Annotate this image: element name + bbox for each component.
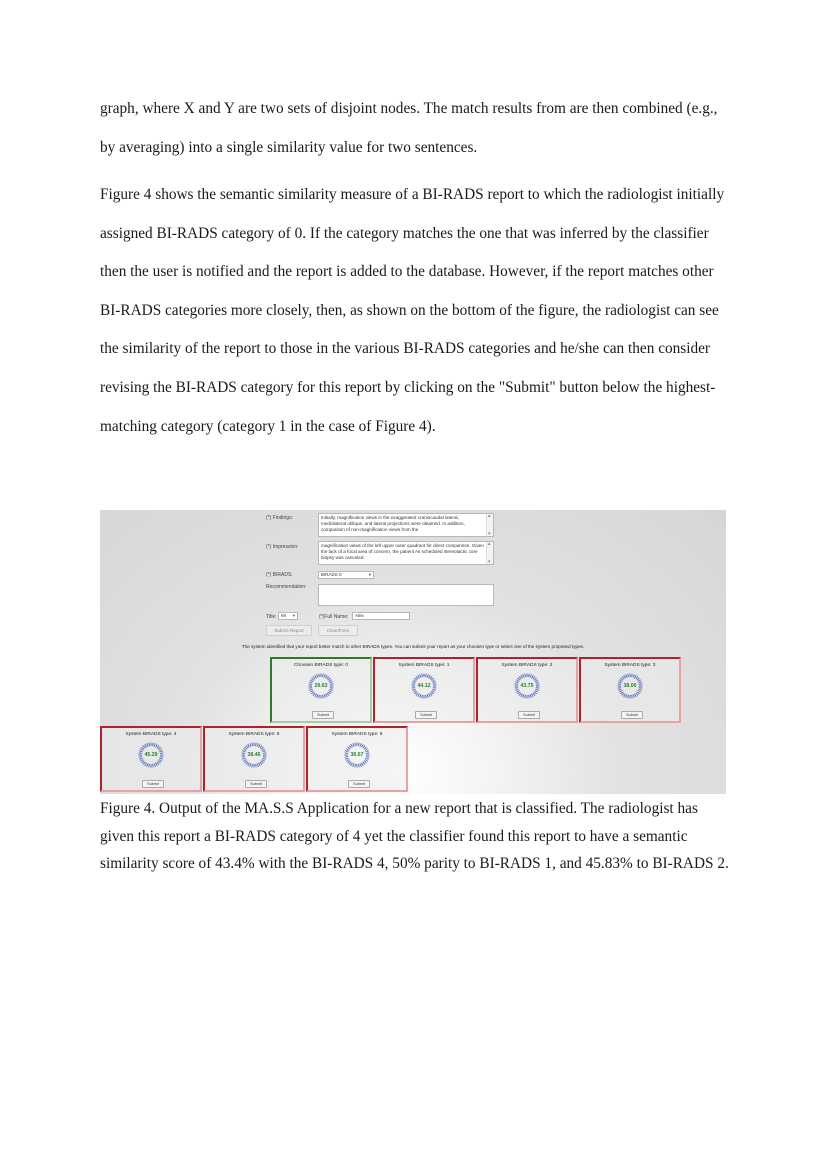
- gauge-tick: [252, 764, 253, 767]
- gauge-tick: [159, 758, 162, 759]
- gauge-tick: [153, 764, 154, 767]
- gauge-tick: [353, 763, 354, 766]
- birads-label: (*) BIRADS:: [266, 572, 293, 578]
- gauge-tick: [530, 694, 531, 697]
- gauge-tick: [620, 678, 623, 680]
- gauge-tick: [432, 691, 435, 693]
- gauge-tick: [431, 678, 434, 680]
- gauge-tick: [426, 695, 427, 698]
- findings-label: (*) Findings:: [266, 515, 293, 521]
- findings-text: Initially, magnification views in the exaggerated craniocaudal lateral, mediolateral oblique, and lateral projections were obtained. In addition, comparison of non-magnification views from the: [321, 515, 465, 532]
- title-select[interactable]: [278, 612, 298, 620]
- gauge-tick: [359, 764, 360, 767]
- gauge-tick: [422, 695, 423, 698]
- gauge-tick: [145, 763, 147, 766]
- gauge-tick: [638, 691, 641, 693]
- gauge-tick: [315, 694, 317, 697]
- gauge-tick: [260, 762, 262, 765]
- title-select-value: Mr: [281, 613, 287, 618]
- gauge-tick: [622, 693, 624, 696]
- gauge-tick: [149, 743, 150, 746]
- gauge-tick: [329, 680, 332, 682]
- gauge-tick: [310, 691, 313, 693]
- gauge-tick: [259, 744, 261, 747]
- gauge-tick: [420, 674, 421, 677]
- gauge-tick: [246, 745, 248, 748]
- gauge-tick: [153, 743, 154, 746]
- gauge-tick: [429, 675, 431, 678]
- gauge-tick: [363, 762, 365, 765]
- gauge-tick: [154, 763, 155, 766]
- gauge-tick: [346, 749, 349, 751]
- figure-caption: Figure 4. Output of the MA.S.S Application for a new report that is classified. The radiologist has given this report a BI-RADS category of 4 yet the classifier found this report to have a semantic similarity score of 43.4% with the BI-RADS 4, 50% parity to BI-RADS 1, and 45.83% to BI-RADS 2.: [100, 800, 729, 873]
- gauge-tick: [432, 689, 435, 690]
- findings-textarea[interactable]: [318, 513, 494, 537]
- gauge-tick: [635, 675, 637, 678]
- gauge-tick: [412, 689, 415, 690]
- gauge-tick: [429, 694, 431, 697]
- impression-scrollbar[interactable]: [486, 542, 493, 564]
- gauge-tick: [140, 760, 143, 762]
- gauge-tick: [252, 743, 253, 746]
- gauge-tick: [248, 744, 250, 747]
- gauge-tick: [418, 675, 420, 678]
- gauge-tick: [619, 691, 622, 693]
- gauge-tick: [319, 695, 320, 698]
- gauge-tick: [324, 674, 325, 677]
- card-title: System BIRADS type: 6: [331, 732, 383, 737]
- gauge-tick: [525, 674, 526, 677]
- gauge-tick: [147, 763, 148, 766]
- gauge-tick: [158, 747, 161, 749]
- gauge-tick: [362, 744, 364, 747]
- gauge-tick: [327, 693, 329, 696]
- gauge-tick: [359, 743, 360, 746]
- gauge-tick: [248, 763, 250, 766]
- gauge-tick: [430, 693, 432, 696]
- gauge-tick: [620, 692, 623, 694]
- card-title: System BIRADS type: 5: [228, 732, 280, 737]
- gauge-tick: [145, 744, 147, 747]
- card-title: System BIRADS type: 3: [604, 663, 656, 668]
- similarity-value: 29.63: [314, 683, 328, 689]
- gauge-tick: [147, 743, 148, 746]
- gauge-tick: [353, 743, 354, 746]
- gauge-tick: [326, 675, 328, 678]
- birads-select[interactable]: [318, 571, 374, 579]
- gauge-tick: [635, 694, 637, 697]
- gauge-tick: [346, 760, 349, 762]
- gauge-tick: [328, 692, 331, 694]
- gauge-tick: [517, 692, 520, 694]
- submit-button-0[interactable]: Submit: [312, 711, 334, 719]
- gauge-tick: [632, 695, 633, 698]
- fullname-label: (*)Full Name:: [319, 614, 349, 620]
- gauge-tick: [242, 758, 245, 759]
- gauge-tick: [157, 762, 159, 765]
- chevron-down-icon: ▾: [368, 572, 371, 577]
- birads-select-value: BIRADS 0: [321, 572, 342, 577]
- gauge-tick: [622, 676, 624, 679]
- gauge-tick: [149, 764, 150, 767]
- gauge-tick: [624, 694, 626, 697]
- fullname-value: Alex: [355, 613, 364, 618]
- paragraph-graph-matching: graph, where X and Y are two sets of disjoint nodes. The match results from are then combined (e.g., by averaging) into a single similarity value for two sentences.: [100, 100, 718, 156]
- gauge-tick: [638, 689, 641, 690]
- gauge-tick: [365, 749, 368, 751]
- gauge-tick: [362, 763, 364, 766]
- similarity-value: 45.29: [144, 752, 158, 758]
- impression-label: (*) Impression:: [266, 544, 299, 550]
- gauge-tick: [628, 674, 629, 677]
- gauge-tick: [535, 691, 538, 693]
- gauge-tick: [519, 676, 521, 679]
- gauge-tick: [347, 761, 350, 763]
- gauge-tick: [347, 747, 350, 749]
- gauge-tick: [261, 747, 264, 749]
- gauge-tick: [523, 674, 524, 677]
- card-title: System BIRADS type: 1: [398, 663, 450, 668]
- gauge-tick: [413, 691, 416, 693]
- gauge-tick: [515, 689, 518, 690]
- gauge-tick: [244, 747, 247, 749]
- gauge-tick: [633, 674, 634, 677]
- fullname-input[interactable]: [352, 612, 410, 620]
- clean-form-button[interactable]: CleanForm: [318, 625, 358, 636]
- gauge-tick: [427, 674, 428, 677]
- gauge-tick: [418, 694, 420, 697]
- gauge-tick: [329, 689, 332, 690]
- similarity-value: 43.75: [520, 683, 534, 689]
- similarity-value: 38.00: [623, 683, 637, 689]
- gauge-tick: [532, 694, 534, 697]
- gauge-tick: [430, 676, 432, 679]
- gauge-tick: [633, 694, 634, 697]
- gauge-tick: [139, 758, 142, 759]
- gauge-tick: [256, 764, 257, 767]
- gauge-tick: [349, 745, 351, 748]
- gauge-tick: [262, 758, 265, 759]
- gauge-tick: [143, 745, 145, 748]
- birads-card-4: [100, 726, 202, 792]
- gauge-tick: [260, 745, 262, 748]
- gauge-tick: [250, 743, 251, 746]
- mass-application-screenshot: [100, 510, 726, 794]
- similarity-value: 38.46: [247, 752, 261, 758]
- gauge-tick: [516, 680, 519, 682]
- gauge-tick: [364, 761, 367, 763]
- gauge-tick: [632, 674, 633, 677]
- gauge-tick: [143, 762, 145, 765]
- submit-button-6[interactable]: Submit: [348, 780, 370, 788]
- similarity-value: 44.12: [417, 683, 431, 689]
- card-title: System BIRADS type: 2: [501, 663, 553, 668]
- gauge-tick: [328, 678, 331, 680]
- gauge-tick: [636, 693, 638, 696]
- gauge-tick: [317, 674, 318, 677]
- gauge-tick: [257, 743, 258, 746]
- gauge-tick: [243, 760, 246, 762]
- submit-button-2[interactable]: Submit: [518, 711, 540, 719]
- submit-button-5[interactable]: Submit: [245, 780, 267, 788]
- gauge-tick: [326, 694, 328, 697]
- gauge-tick: [364, 747, 367, 749]
- gauge-tick: [259, 763, 261, 766]
- gauge-tick: [351, 744, 353, 747]
- gauge-tick: [413, 680, 416, 682]
- gauge-tick: [250, 763, 251, 766]
- gauge-tick: [261, 761, 264, 763]
- gauge-tick: [351, 763, 353, 766]
- gauge-tick: [530, 674, 531, 677]
- gauge-tick: [414, 692, 417, 694]
- gauge-tick: [324, 694, 325, 697]
- gauge-tick: [535, 680, 538, 682]
- gauge-tick: [311, 692, 314, 694]
- gauge-tick: [329, 691, 332, 693]
- gauge-tick: [140, 749, 143, 751]
- gauge-tick: [355, 743, 356, 746]
- submit-report-button[interactable]: Submit Report: [266, 625, 312, 636]
- gauge-tick: [365, 760, 368, 762]
- recommendation-textarea[interactable]: [318, 584, 494, 606]
- gauge-tick: [319, 674, 320, 677]
- system-message: The system identified that your report better match to other BIRADS types. You can submit your report as your choosen type or select one of the system proposed types.: [241, 644, 585, 649]
- gauge-tick: [159, 760, 162, 762]
- gauge-tick: [534, 692, 537, 694]
- gauge-tick: [426, 674, 427, 677]
- gauge-tick: [529, 695, 530, 698]
- gauge-tick: [313, 693, 315, 696]
- gauge-tick: [323, 695, 324, 698]
- gauge-tick: [262, 760, 265, 762]
- gauge-tick: [257, 763, 258, 766]
- gauge-tick: [619, 680, 622, 682]
- gauge-tick: [156, 744, 158, 747]
- gauge-tick: [311, 678, 314, 680]
- birads-card-5: [203, 726, 305, 792]
- impression-textarea[interactable]: [318, 541, 494, 565]
- card-title: System BIRADS type: 4: [125, 732, 177, 737]
- gauge-tick: [365, 758, 368, 759]
- gauge-tick: [345, 758, 348, 759]
- gauge-tick: [427, 694, 428, 697]
- gauge-tick: [420, 694, 421, 697]
- gauge-tick: [327, 676, 329, 679]
- submit-button-1[interactable]: Submit: [415, 711, 437, 719]
- gauge-tick: [517, 678, 520, 680]
- paragraph-figure-description: Figure 4 shows the semantic similarity measure of a BI-RADS report to which the radiologist initially assigned BI-RADS category of 0. If the category matches the one that was inferred by the classifier then the user is notified and the report is added to the database. However, if the report matches other BI-RADS categories more closely, then, as shown on the bottom of the figure, the radiologist can see the similarity of the report to those in the various BI-RADS categories and he/she can then consider revising the BI-RADS category for this report by clicking on the "Submit" button below the highest-matching category (category 1 in the case of Figure 4).: [100, 186, 725, 435]
- gauge-tick: [432, 680, 435, 682]
- gauge-tick: [519, 693, 521, 696]
- similarity-value: 36.67: [350, 752, 364, 758]
- birads-card-2: [476, 657, 578, 723]
- gauge-tick: [521, 675, 523, 678]
- gauge-tick: [246, 762, 248, 765]
- gauge-tick: [626, 674, 627, 677]
- gauge-tick: [360, 743, 361, 746]
- gauge-tick: [262, 749, 265, 751]
- gauge-tick: [154, 743, 155, 746]
- birads-card-0: [270, 657, 372, 723]
- gauge-tick: [626, 694, 627, 697]
- gauge-tick: [360, 763, 361, 766]
- gauge-tick: [157, 745, 159, 748]
- gauge-tick: [533, 693, 535, 696]
- gauge-tick: [628, 695, 629, 698]
- birads-card-6: [306, 726, 408, 792]
- gauge-tick: [637, 678, 640, 680]
- impression-text: magnification views of the left upper outer quadrant for direct comparison. Given the lack of a focal area of concern, the patient As scheduled stereotactic core biopsy was canceled.: [321, 543, 484, 560]
- gauge-tick: [624, 675, 626, 678]
- gauge-tick: [256, 743, 257, 746]
- gauge-tick: [516, 691, 519, 693]
- gauge-tick: [159, 749, 162, 751]
- gauge-tick: [431, 692, 434, 694]
- gauge-tick: [244, 761, 247, 763]
- chevron-down-icon: ▾: [292, 613, 295, 618]
- gauge-tick: [529, 674, 530, 677]
- gauge-tick: [535, 689, 538, 690]
- gauge-tick: [523, 694, 524, 697]
- gauge-tick: [525, 695, 526, 698]
- gauge-tick: [416, 693, 418, 696]
- title-label: Title:: [266, 614, 277, 620]
- gauge-tick: [141, 761, 144, 763]
- gauge-tick: [323, 674, 324, 677]
- card-title: Choosen BIRADS type: 0: [293, 663, 349, 668]
- birads-card-1: [373, 657, 475, 723]
- gauge-tick: [141, 747, 144, 749]
- submit-button-3[interactable]: Submit: [621, 711, 643, 719]
- findings-scrollbar[interactable]: [486, 514, 493, 536]
- gauge-tick: [309, 689, 312, 690]
- gauge-tick: [638, 680, 641, 682]
- birads-card-3: [579, 657, 681, 723]
- gauge-tick: [637, 692, 640, 694]
- gauge-tick: [317, 694, 318, 697]
- gauge-tick: [533, 676, 535, 679]
- gauge-tick: [422, 674, 423, 677]
- gauge-tick: [521, 694, 523, 697]
- gauge-tick: [315, 675, 317, 678]
- gauge-tick: [618, 689, 621, 690]
- gauge-tick: [310, 680, 313, 682]
- recommendation-label: Recommendation:: [266, 584, 307, 590]
- gauge-tick: [532, 675, 534, 678]
- gauge-tick: [636, 676, 638, 679]
- gauge-tick: [156, 763, 158, 766]
- gauge-tick: [363, 745, 365, 748]
- gauge-tick: [414, 678, 417, 680]
- gauge-tick: [534, 678, 537, 680]
- gauge-tick: [313, 676, 315, 679]
- gauge-tick: [349, 762, 351, 765]
- gauge-tick: [158, 761, 161, 763]
- gauge-tick: [243, 749, 246, 751]
- submit-button-4[interactable]: Submit: [142, 780, 164, 788]
- gauge-tick: [355, 764, 356, 767]
- gauge-tick: [416, 676, 418, 679]
